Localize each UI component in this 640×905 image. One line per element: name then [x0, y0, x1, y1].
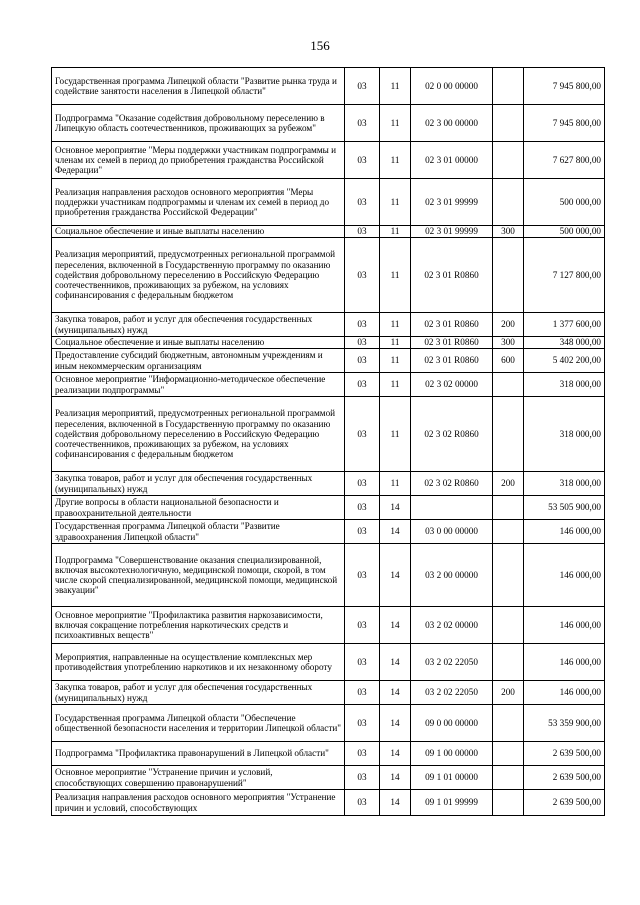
amount: 7 127 800,00	[524, 238, 605, 313]
target-article-code: 02 3 01 00000	[411, 142, 493, 179]
expense-type-code	[493, 705, 524, 742]
target-article-code: 02 3 01 99999	[411, 179, 493, 226]
subsection-code: 14	[380, 705, 411, 742]
row-name: Мероприятия, направленные на осуществление комплексных мер противодействия употреблению наркотиков и их незаконному обороту	[52, 644, 345, 681]
amount: 146 000,00	[524, 520, 605, 544]
target-article-code: 02 3 02 R0860	[411, 472, 493, 496]
row-name: Социальное обеспечение и иные выплаты населению	[52, 226, 345, 238]
table-row	[52, 496, 605, 520]
expense-type-code: 200	[493, 472, 524, 496]
table-row	[52, 226, 605, 238]
section-code: 03	[345, 226, 380, 238]
subsection-code: 14	[380, 607, 411, 644]
section-code: 03	[345, 397, 380, 472]
target-article-code	[411, 496, 493, 520]
table-row	[52, 705, 605, 742]
row-name: Основное мероприятие "Информационно-методическое обеспечение реализации подпрограммы"	[52, 373, 345, 397]
table-row	[52, 790, 605, 816]
amount: 5 402 200,00	[524, 349, 605, 373]
amount: 7 945 800,00	[524, 68, 605, 105]
section-code: 03	[345, 742, 380, 766]
target-article-code: 02 3 00 00000	[411, 105, 493, 142]
amount: 500 000,00	[524, 226, 605, 238]
subsection-code: 11	[380, 373, 411, 397]
expense-type-code: 600	[493, 349, 524, 373]
expense-type-code	[493, 766, 524, 790]
table-row	[52, 105, 605, 142]
row-name: Государственная программа Липецкой области "Развитие рынка труда и содействие занятости населения в Липецкой области"	[52, 68, 345, 105]
row-name: Основное мероприятие "Профилактика развития наркозависимости, включая сокращение потребления наркотических средств и психоактивных веществ"	[52, 607, 345, 644]
row-name: Предоставление субсидий бюджетным, автономным учреждениям и иным некоммерческим организациям	[52, 349, 345, 373]
expense-type-code: 300	[493, 226, 524, 238]
table-row	[52, 742, 605, 766]
subsection-code: 11	[380, 313, 411, 337]
subsection-code: 14	[380, 496, 411, 520]
row-name: Закупка товаров, работ и услуг для обеспечения государственных (муниципальных) нужд	[52, 681, 345, 705]
section-code: 03	[345, 496, 380, 520]
amount: 146 000,00	[524, 644, 605, 681]
section-code: 03	[345, 681, 380, 705]
amount: 348 000,00	[524, 337, 605, 349]
expense-type-code	[493, 742, 524, 766]
table-row	[52, 520, 605, 544]
row-name: Подпрограмма "Профилактика правонарушений в Липецкой области"	[52, 742, 345, 766]
subsection-code: 14	[380, 644, 411, 681]
subsection-code: 14	[380, 766, 411, 790]
subsection-code: 11	[380, 472, 411, 496]
row-name: Государственная программа Липецкой области "Развитие здравоохранения Липецкой области"	[52, 520, 345, 544]
amount: 2 639 500,00	[524, 766, 605, 790]
row-name: Реализация мероприятий, предусмотренных региональной программой переселения, включенной в Государственную программу по оказанию содействия добровольному переселению в Российскую Федерацию соотечественников, проживающих за рубежом, на условиях софинансирования с федеральным бюджетом	[52, 238, 345, 313]
target-article-code: 02 0 00 00000	[411, 68, 493, 105]
table-row	[52, 472, 605, 496]
table-row	[52, 544, 605, 607]
amount: 500 000,00	[524, 179, 605, 226]
section-code: 03	[345, 472, 380, 496]
target-article-code: 03 0 00 00000	[411, 520, 493, 544]
amount: 318 000,00	[524, 373, 605, 397]
target-article-code: 09 1 01 00000	[411, 766, 493, 790]
table-row	[52, 68, 605, 105]
target-article-code: 09 1 00 00000	[411, 742, 493, 766]
row-name: Подпрограмма "Совершенствование оказания специализированной, включая высокотехнологичную, медицинской помощи, скорой, в том числе скорой специализированной, медицинской помощи, медицинской эвакуации"	[52, 544, 345, 607]
target-article-code: 09 0 00 00000	[411, 705, 493, 742]
target-article-code: 09 1 01 99999	[411, 790, 493, 816]
expense-type-code	[493, 142, 524, 179]
target-article-code: 02 3 01 R0860	[411, 238, 493, 313]
section-code: 03	[345, 766, 380, 790]
expense-type-code	[493, 790, 524, 816]
subsection-code: 11	[380, 337, 411, 349]
target-article-code: 03 2 02 22050	[411, 681, 493, 705]
amount: 318 000,00	[524, 397, 605, 472]
section-code: 03	[345, 349, 380, 373]
table-row	[52, 313, 605, 337]
table-row	[52, 337, 605, 349]
page-number: 156	[310, 38, 330, 53]
subsection-code: 11	[380, 397, 411, 472]
section-code: 03	[345, 179, 380, 226]
budget-table	[51, 67, 605, 816]
section-code: 03	[345, 520, 380, 544]
section-code: 03	[345, 105, 380, 142]
table-row	[52, 644, 605, 681]
expense-type-code: 200	[493, 313, 524, 337]
expense-type-code	[493, 644, 524, 681]
section-code: 03	[345, 142, 380, 179]
section-code: 03	[345, 790, 380, 816]
amount: 53 505 900,00	[524, 496, 605, 520]
amount: 2 639 500,00	[524, 742, 605, 766]
expense-type-code: 300	[493, 337, 524, 349]
subsection-code: 14	[380, 681, 411, 705]
subsection-code: 11	[380, 238, 411, 313]
target-article-code: 02 3 01 99999	[411, 226, 493, 238]
expense-type-code	[493, 238, 524, 313]
target-article-code: 02 3 02 R0860	[411, 397, 493, 472]
target-article-code: 02 3 01 R0860	[411, 349, 493, 373]
expense-type-code	[493, 544, 524, 607]
target-article-code: 03 2 02 00000	[411, 607, 493, 644]
row-name: Основное мероприятие "Меры поддержки участникам подпрограммы и членам их семей в период до приобретения гражданства Российской Федерации"	[52, 142, 345, 179]
subsection-code: 14	[380, 520, 411, 544]
row-name: Реализация мероприятий, предусмотренных региональной программой переселения, включенной в Государственную программу по оказанию содействия добровольному переселению в Российскую Федерацию соотечественников, проживающих за рубежом, на условиях софинансирования с федеральным бюджетом	[52, 397, 345, 472]
amount: 318 000,00	[524, 472, 605, 496]
table-row	[52, 238, 605, 313]
amount: 7 627 800,00	[524, 142, 605, 179]
section-code: 03	[345, 68, 380, 105]
subsection-code: 14	[380, 544, 411, 607]
amount: 146 000,00	[524, 607, 605, 644]
amount: 7 945 800,00	[524, 105, 605, 142]
subsection-code: 11	[380, 105, 411, 142]
target-article-code: 03 2 00 00000	[411, 544, 493, 607]
expense-type-code	[493, 68, 524, 105]
row-name: Государственная программа Липецкой области "Обеспечение общественной безопасности населения и территории Липецкой области"	[52, 705, 345, 742]
row-name: Подпрограмма "Оказание содействия добровольному переселению в Липецкую область соотечественников, проживающих за рубежом"	[52, 105, 345, 142]
amount: 146 000,00	[524, 544, 605, 607]
table-row	[52, 349, 605, 373]
expense-type-code	[493, 397, 524, 472]
amount: 53 359 900,00	[524, 705, 605, 742]
expense-type-code	[493, 373, 524, 397]
row-name: Социальное обеспечение и иные выплаты населению	[52, 337, 345, 349]
section-code: 03	[345, 644, 380, 681]
table-row	[52, 607, 605, 644]
section-code: 03	[345, 607, 380, 644]
target-article-code: 03 2 02 22050	[411, 644, 493, 681]
table-row	[52, 373, 605, 397]
expense-type-code	[493, 496, 524, 520]
row-name: Реализация направления расходов основного мероприятия "Меры поддержки участникам подпрограммы и членам их семей в период до приобретения гражданства Российской Федерации"	[52, 179, 345, 226]
budget-table-body	[52, 68, 605, 816]
subsection-code: 11	[380, 68, 411, 105]
amount: 146 000,00	[524, 681, 605, 705]
expense-type-code	[493, 607, 524, 644]
expense-type-code: 200	[493, 681, 524, 705]
section-code: 03	[345, 337, 380, 349]
row-name: Основное мероприятие "Устранение причин и условий, способствующих совершению правонарушений"	[52, 766, 345, 790]
amount: 1 377 600,00	[524, 313, 605, 337]
section-code: 03	[345, 373, 380, 397]
table-row	[52, 179, 605, 226]
row-name: Другие вопросы в области национальной безопасности и правоохранительной деятельности	[52, 496, 345, 520]
subsection-code: 11	[380, 349, 411, 373]
expense-type-code	[493, 105, 524, 142]
table-row	[52, 142, 605, 179]
row-name: Закупка товаров, работ и услуг для обеспечения государственных (муниципальных) нужд	[52, 472, 345, 496]
section-code: 03	[345, 544, 380, 607]
subsection-code: 11	[380, 142, 411, 179]
subsection-code: 14	[380, 742, 411, 766]
section-code: 03	[345, 238, 380, 313]
section-code: 03	[345, 705, 380, 742]
expense-type-code	[493, 179, 524, 226]
table-row	[52, 681, 605, 705]
subsection-code: 11	[380, 179, 411, 226]
target-article-code: 02 3 01 R0860	[411, 313, 493, 337]
target-article-code: 02 3 01 R0860	[411, 337, 493, 349]
subsection-code: 11	[380, 226, 411, 238]
table-row	[52, 766, 605, 790]
section-code: 03	[345, 313, 380, 337]
expense-type-code	[493, 520, 524, 544]
row-name: Закупка товаров, работ и услуг для обеспечения государственных (муниципальных) нужд	[52, 313, 345, 337]
amount: 2 639 500,00	[524, 790, 605, 816]
table-row	[52, 397, 605, 472]
row-name: Реализация направления расходов основного мероприятия "Устранение причин и условий, способствующих	[52, 790, 345, 816]
subsection-code: 14	[380, 790, 411, 816]
target-article-code: 02 3 02 00000	[411, 373, 493, 397]
